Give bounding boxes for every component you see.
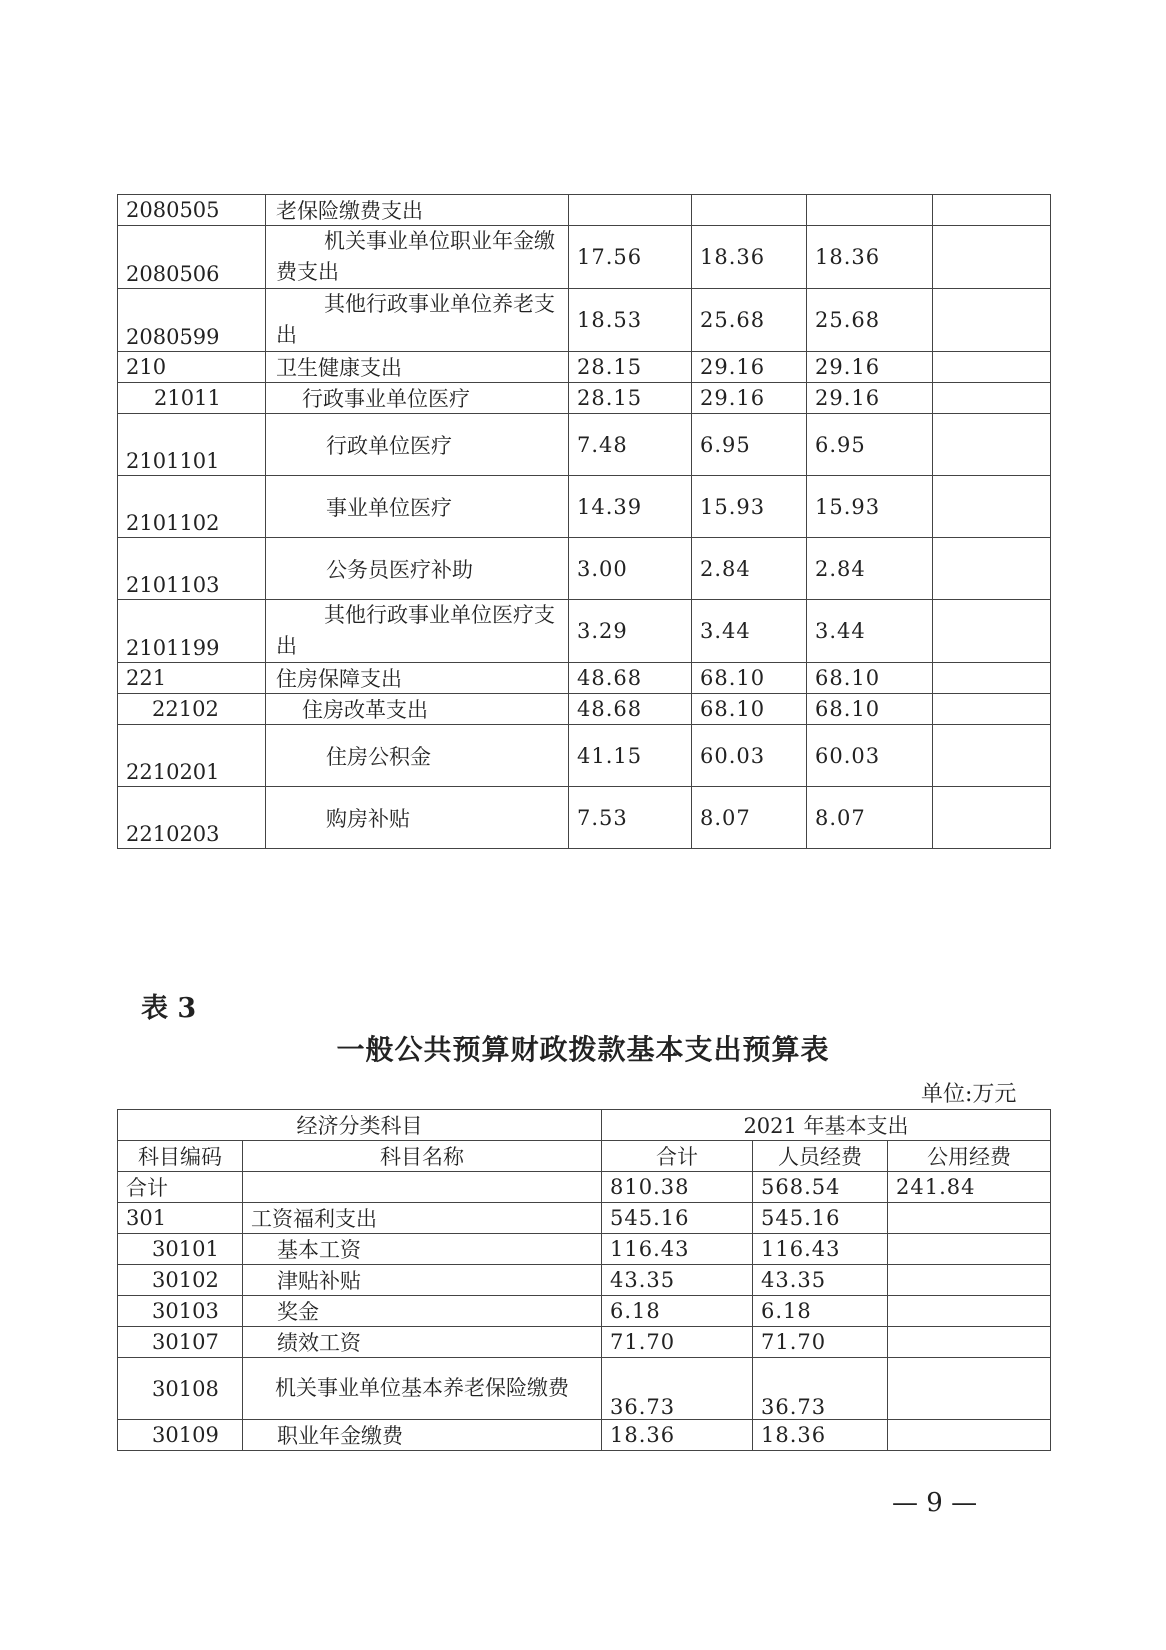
row-code: 30107: [118, 1327, 243, 1358]
row-value: 60.03: [692, 725, 807, 787]
table-row: [118, 538, 1051, 600]
table-row: [118, 1296, 1051, 1327]
table-label: 表 3: [141, 993, 197, 1024]
row-public: 241.84: [888, 1172, 1051, 1203]
row-value: 6.95: [807, 414, 933, 476]
expenditure-table-continued: [117, 194, 1051, 849]
column-header: 科目名称: [243, 1141, 602, 1172]
row-name: 购房补贴: [266, 787, 569, 849]
row-total: 36.73: [602, 1358, 753, 1420]
row-code: 2101199: [118, 600, 266, 663]
table-row: [118, 694, 1051, 725]
row-value: 28.15: [569, 352, 692, 383]
row-code: 22102: [118, 694, 266, 725]
row-value: 14.39: [569, 476, 692, 538]
row-name: 奖金: [243, 1296, 602, 1327]
row-value: 68.10: [807, 694, 933, 725]
table-row: [118, 289, 1051, 352]
column-header: 公用经费: [888, 1141, 1051, 1172]
row-value: 41.15: [569, 725, 692, 787]
row-code: 合计: [118, 1172, 243, 1203]
row-code: 2101103: [118, 538, 266, 600]
row-total: 6.18: [602, 1296, 753, 1327]
row-name: 住房改革支出: [266, 694, 569, 725]
column-header: 人员经费: [753, 1141, 888, 1172]
row-public: [888, 1234, 1051, 1265]
row-code: 30102: [118, 1265, 243, 1296]
row-value: 8.07: [807, 787, 933, 849]
row-public: [888, 1358, 1051, 1420]
row-value: 3.44: [692, 600, 807, 663]
row-public: [888, 1420, 1051, 1451]
table-row: [118, 195, 1051, 226]
row-value: 25.68: [807, 289, 933, 352]
row-code: 2210201: [118, 725, 266, 787]
row-public: [888, 1265, 1051, 1296]
row-value: 60.03: [807, 725, 933, 787]
row-value: 68.10: [692, 694, 807, 725]
row-value: 25.68: [692, 289, 807, 352]
row-value: 29.16: [807, 352, 933, 383]
row-code: 30109: [118, 1420, 243, 1451]
row-total: 545.16: [602, 1203, 753, 1234]
row-value: 7.48: [569, 414, 692, 476]
row-total: 43.35: [602, 1265, 753, 1296]
row-value: 29.16: [692, 383, 807, 414]
row-code: 301: [118, 1203, 243, 1234]
table-row: [118, 383, 1051, 414]
row-code: 2101102: [118, 476, 266, 538]
row-total: 810.38: [602, 1172, 753, 1203]
row-name: 其他行政事业单位医疗支出: [276, 603, 555, 658]
table-row: [118, 1327, 1051, 1358]
table-row: [118, 1358, 1051, 1420]
row-value: [933, 694, 1051, 725]
row-name: 职业年金缴费: [243, 1420, 602, 1451]
row-value: 3.29: [569, 600, 692, 663]
table-group-header: [118, 1110, 1051, 1141]
basic-expenditure-table: [117, 1109, 1051, 1451]
table-row: [118, 1172, 1051, 1203]
page-number: — 9 —: [892, 1488, 978, 1518]
row-value: [933, 725, 1051, 787]
row-name: 工资福利支出: [243, 1203, 602, 1234]
row-name: 公务员医疗补助: [266, 538, 569, 600]
column-header: 合计: [602, 1141, 753, 1172]
row-personnel: 71.70: [753, 1327, 888, 1358]
row-value: [933, 352, 1051, 383]
row-code: 21011: [118, 383, 266, 414]
row-personnel: 36.73: [753, 1358, 888, 1420]
table-row: [118, 1420, 1051, 1451]
row-personnel: 43.35: [753, 1265, 888, 1296]
row-value: 17.56: [569, 226, 692, 289]
table-row: [118, 1203, 1051, 1234]
row-value: 68.10: [692, 663, 807, 694]
row-name: 绩效工资: [243, 1327, 602, 1358]
row-code: 30103: [118, 1296, 243, 1327]
unit-label: 单位:万元: [921, 1082, 1017, 1107]
row-value: [933, 383, 1051, 414]
row-value: [933, 476, 1051, 538]
row-code: 2080599: [118, 289, 266, 352]
row-value: 8.07: [692, 787, 807, 849]
row-code: 30108: [118, 1358, 243, 1420]
row-code: 2080506: [118, 226, 266, 289]
row-value: 18.36: [807, 226, 933, 289]
row-public: [888, 1203, 1051, 1234]
row-name: 行政事业单位医疗: [266, 383, 569, 414]
row-name: 卫生健康支出: [266, 352, 569, 383]
row-value: 6.95: [692, 414, 807, 476]
row-name: 老保险缴费支出: [266, 195, 569, 226]
row-value: [933, 195, 1051, 226]
table-row: [118, 352, 1051, 383]
row-value: [933, 787, 1051, 849]
row-value: 68.10: [807, 663, 933, 694]
row-code: 2080505: [118, 195, 266, 226]
row-value: 29.16: [807, 383, 933, 414]
row-value: 29.16: [692, 352, 807, 383]
page-title: 一般公共预算财政拨款基本支出预算表: [336, 1033, 830, 1066]
row-name: 事业单位医疗: [266, 476, 569, 538]
group-header-left: 经济分类科目: [118, 1110, 602, 1141]
row-name: 机关事业单位职业年金缴费支出: [276, 229, 555, 284]
row-public: [888, 1327, 1051, 1358]
row-name: 住房保障支出: [266, 663, 569, 694]
row-value: 15.93: [692, 476, 807, 538]
row-value: [933, 663, 1051, 694]
row-value: 15.93: [807, 476, 933, 538]
row-name: 行政单位医疗: [266, 414, 569, 476]
row-name: 机关事业单位基本养老保险缴费: [275, 1376, 569, 1400]
row-code: 210: [118, 352, 266, 383]
row-total: 18.36: [602, 1420, 753, 1451]
row-code: 221: [118, 663, 266, 694]
table-row: [118, 226, 1051, 289]
row-value: 3.00: [569, 538, 692, 600]
table-row: [118, 476, 1051, 538]
row-personnel: 18.36: [753, 1420, 888, 1451]
table-row: [118, 600, 1051, 663]
table-row: [118, 1265, 1051, 1296]
row-value: 28.15: [569, 383, 692, 414]
table-row: [118, 1234, 1051, 1265]
row-value: [692, 195, 807, 226]
table-row: [118, 663, 1051, 694]
row-value: [933, 414, 1051, 476]
row-name: [243, 1172, 602, 1203]
table-row: [118, 725, 1051, 787]
row-value: 7.53: [569, 787, 692, 849]
row-value: 18.36: [692, 226, 807, 289]
row-name: 津贴补贴: [243, 1265, 602, 1296]
row-name: 基本工资: [243, 1234, 602, 1265]
table-row: [118, 414, 1051, 476]
row-total: 116.43: [602, 1234, 753, 1265]
row-value: [933, 289, 1051, 352]
row-value: 2.84: [807, 538, 933, 600]
row-code: 30101: [118, 1234, 243, 1265]
row-code: 2210203: [118, 787, 266, 849]
row-value: [933, 600, 1051, 663]
row-value: 18.53: [569, 289, 692, 352]
row-personnel: 6.18: [753, 1296, 888, 1327]
row-public: [888, 1296, 1051, 1327]
row-value: [933, 226, 1051, 289]
row-code: 2101101: [118, 414, 266, 476]
row-value: [569, 195, 692, 226]
row-value: 48.68: [569, 663, 692, 694]
row-total: 71.70: [602, 1327, 753, 1358]
row-value: 48.68: [569, 694, 692, 725]
row-value: [933, 538, 1051, 600]
row-personnel: 545.16: [753, 1203, 888, 1234]
row-personnel: 568.54: [753, 1172, 888, 1203]
column-header: 科目编码: [118, 1141, 243, 1172]
table-row: [118, 787, 1051, 849]
table-header: [118, 1141, 1051, 1172]
row-value: 2.84: [692, 538, 807, 600]
row-personnel: 116.43: [753, 1234, 888, 1265]
group-header-right: 2021 年基本支出: [602, 1110, 1051, 1141]
row-name: 住房公积金: [266, 725, 569, 787]
row-value: [807, 195, 933, 226]
row-value: 3.44: [807, 600, 933, 663]
row-name: 其他行政事业单位养老支出: [276, 292, 555, 347]
